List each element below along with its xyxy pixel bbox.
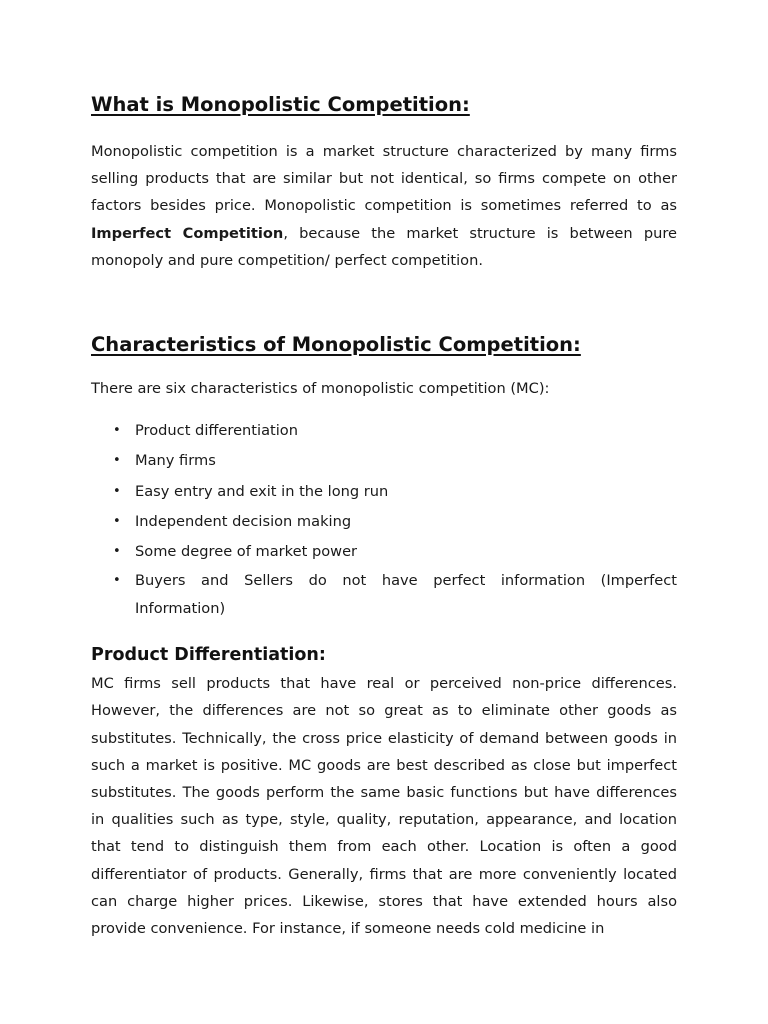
list-item (113, 507, 677, 537)
list-item-text: Product differentiation (135, 422, 298, 440)
characteristics-list (91, 416, 677, 623)
bullet-icon: • (113, 453, 121, 469)
section-heading-characteristics: Characteristics of Monopolistic Competition: (91, 333, 581, 357)
section-heading-product-differentiation: Product Differentiation: (91, 645, 326, 666)
list-item (113, 537, 677, 567)
list-item-text: Independent decision making (135, 512, 352, 530)
intro-text-part2: , because the market structure is between pure monopoly and pure competition/ perfect competition. (91, 224, 677, 269)
list-item (113, 416, 677, 446)
list-item (113, 446, 677, 476)
characteristics-intro: There are six characteristics of monopolistic competition (MC): (91, 380, 550, 398)
product-differentiation-paragraph: MC firms sell products that have real or perceived non-price differences. However, the differences are not so great as to eliminate other goods as substitutes. Technically, the cross price elasticity of demand between goods in such a market is positive. MC goods are best described as close but imperfect substitutes. The goods perform the same basic functions but have differences in qualities such as type, style, quality, reputation, appearance, and location that tend to distinguish them from each other. Location is often a good differentiator of products. Generally, firms that are more conveniently located can charge higher prices. Likewise, stores that have extended hours also provide convenience. For instance, if someone needs cold medicine in (91, 675, 677, 938)
list-item-text: Many firms (135, 452, 216, 470)
bullet-icon: • (113, 573, 121, 589)
bullet-icon: • (113, 513, 121, 529)
list-item (113, 477, 677, 507)
bullet-icon: • (113, 483, 121, 499)
imperfect-competition-term: Imperfect Competition (91, 224, 284, 242)
list-item-text: Easy entry and exit in the long run (135, 482, 389, 500)
document-page (91, 88, 677, 942)
bullet-icon: • (113, 423, 121, 439)
section-heading-what-is: What is Monopolistic Competition: (91, 93, 470, 116)
intro-text-part1: Monopolistic competition is a market structure characterized by many firms selling products that are similar but not identical, so firms compete on other factors besides price. Monopolistic competition is sometimes referred to as (91, 143, 677, 215)
list-item-text: Buyers and Sellers do not have perfect information (Imperfect Information) (135, 572, 677, 618)
bullet-icon: • (113, 544, 121, 560)
list-item-text: Some degree of market power (135, 543, 358, 561)
list-item (113, 567, 677, 623)
intro-paragraph (91, 138, 677, 274)
